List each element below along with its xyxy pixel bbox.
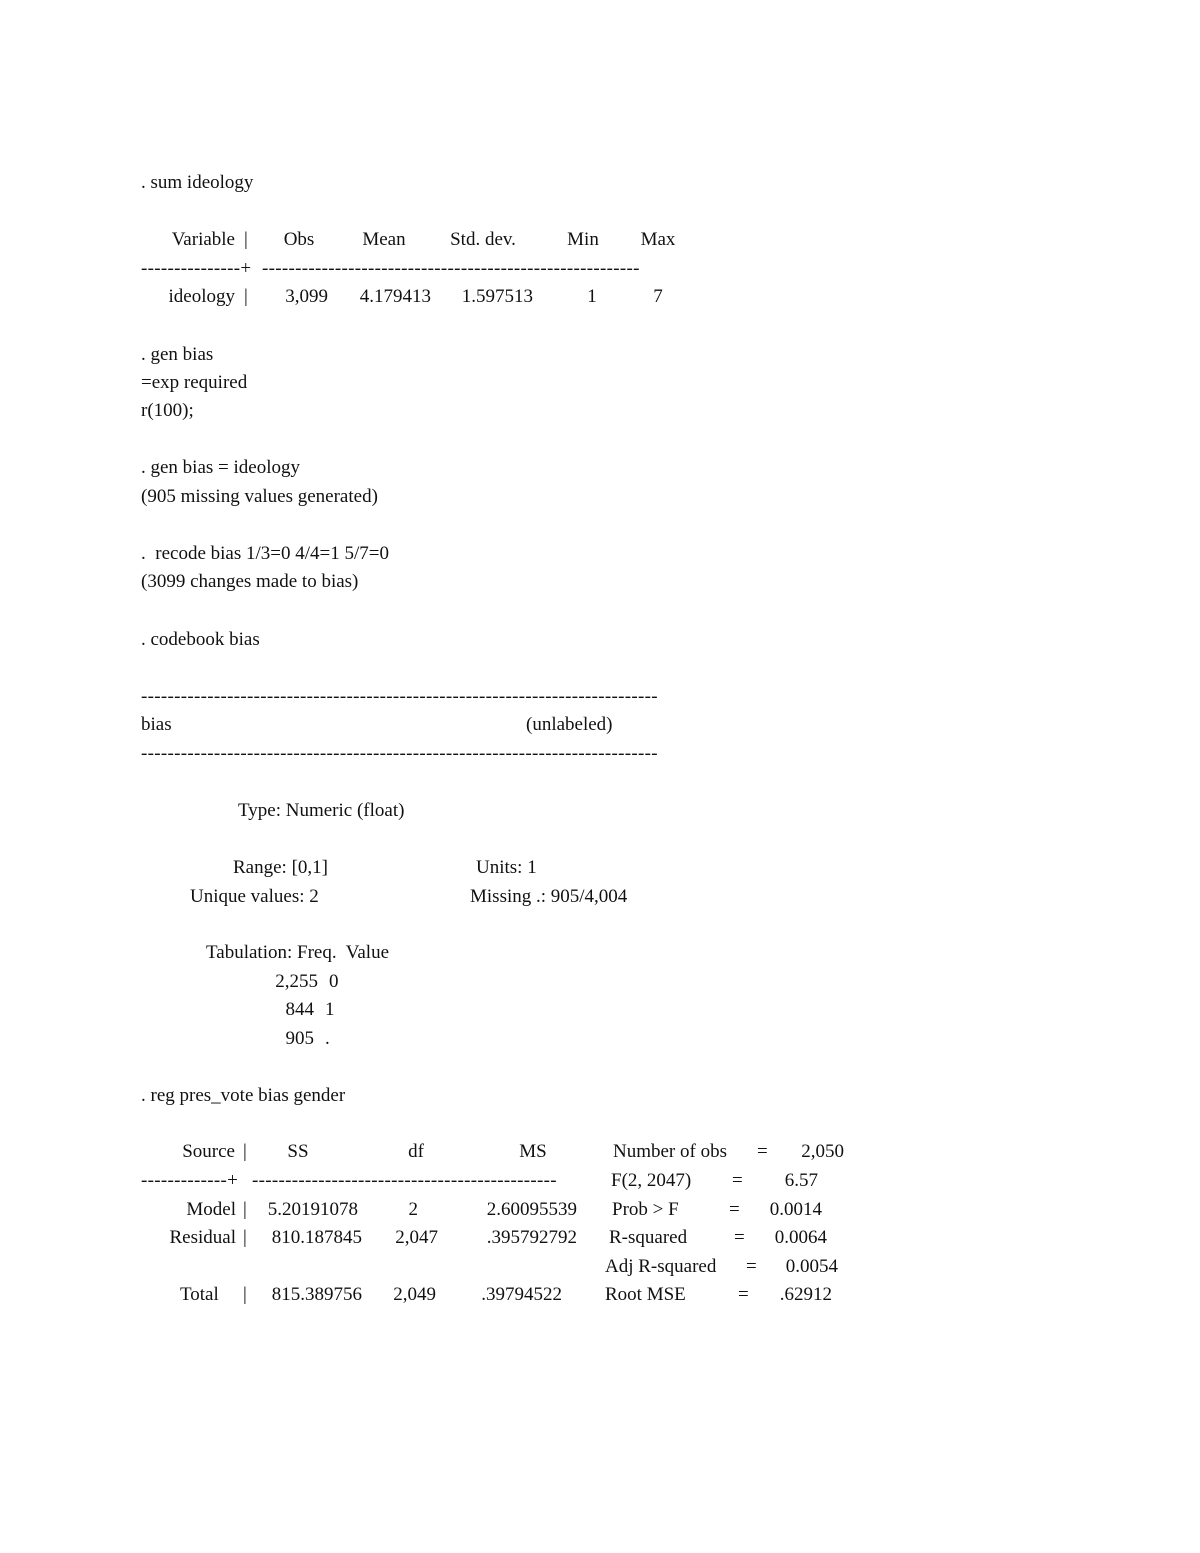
reg-row-sep: | (243, 1284, 247, 1305)
command-sum: . sum ideology (141, 172, 254, 193)
gen-result: (905 missing values generated) (141, 486, 378, 507)
sum-rule-left: ---------------+ (141, 258, 252, 279)
command-gen-bias: . gen bias (141, 344, 214, 365)
codebook-unique: Unique values: 2 (190, 886, 319, 907)
codebook-var-name: bias (141, 714, 172, 735)
codebook-type: Type: Numeric (float) (238, 800, 405, 821)
tabulation-value: 1 (325, 999, 335, 1020)
stat-value: 0.0054 (785, 1256, 838, 1277)
reg-row-source: Total (180, 1284, 219, 1305)
reg-header-sep: | (243, 1141, 247, 1162)
stat-value: .62912 (779, 1284, 832, 1305)
sum-row-sd: 1.597513 (461, 286, 533, 307)
tabulation-freq: 844 (285, 999, 314, 1020)
sum-header-sep: | (244, 229, 248, 250)
stat-value: 2,050 (801, 1141, 844, 1162)
codebook-range: Range: [0,1] (233, 857, 328, 878)
error-message: =exp required (141, 372, 248, 393)
codebook-var-label: (unlabeled) (526, 714, 613, 735)
reg-row-ss: 5.20191078 (267, 1199, 358, 1220)
sum-header-mean: Mean (362, 229, 406, 250)
tabulation-freq: 2,255 (275, 971, 318, 992)
command-gen-bias-ideology: . gen bias = ideology (141, 457, 300, 478)
reg-row-df: 2,049 (393, 1284, 436, 1305)
reg-header-source: Source (182, 1141, 235, 1162)
sum-header-min: Min (567, 229, 599, 250)
tabulation-value: 0 (329, 971, 339, 992)
sum-header-variable: Variable (171, 229, 235, 250)
codebook-rule-top: ------------------------------------------------------------------------------ (141, 686, 658, 707)
command-codebook: . codebook bias (141, 629, 260, 650)
sum-row-sep: | (244, 286, 248, 307)
codebook-rule-bottom: ------------------------------------------------------------------------------ (141, 743, 658, 764)
codebook-missing: Missing .: 905/4,004 (470, 886, 628, 907)
command-reg: . reg pres_vote bias gender (141, 1085, 346, 1106)
stat-eq: = (729, 1199, 740, 1220)
reg-rule-right: ---------------------------------------------- (252, 1170, 557, 1191)
stat-label: R-squared (609, 1227, 688, 1248)
reg-row-ms: .39794522 (481, 1284, 562, 1305)
reg-row-ss: 810.187845 (271, 1227, 362, 1248)
sum-row-min: 1 (587, 286, 597, 307)
reg-row-sep: | (243, 1227, 247, 1248)
stat-value: 0.0014 (769, 1199, 822, 1220)
reg-row-ss: 815.389756 (271, 1284, 362, 1305)
stat-eq: = (746, 1256, 757, 1277)
reg-header-ss: SS (287, 1141, 309, 1162)
reg-row-source: Model (186, 1199, 236, 1220)
stat-eq: = (757, 1141, 768, 1162)
sum-row-obs: 3,099 (285, 286, 328, 307)
reg-row-df: 2 (408, 1199, 418, 1220)
stat-eq: = (734, 1227, 745, 1248)
reg-header-ms: MS (519, 1141, 547, 1162)
stat-label: Number of obs (613, 1141, 727, 1162)
sum-rule-right: --------------------------------------------------------- (262, 258, 640, 279)
stat-label: Adj R-squared (605, 1256, 717, 1277)
error-code: r(100); (141, 400, 194, 421)
reg-row-sep: | (243, 1199, 247, 1220)
reg-rule-left: -------------+ (141, 1170, 239, 1191)
sum-header-obs: Obs (283, 229, 315, 250)
reg-row-df: 2,047 (395, 1227, 438, 1248)
recode-result: (3099 changes made to bias) (141, 571, 359, 592)
reg-row-ms: 2.60095539 (486, 1199, 577, 1220)
sum-row-max: 7 (653, 286, 663, 307)
reg-row-ms: .395792792 (486, 1227, 577, 1248)
sum-row-mean: 4.179413 (359, 286, 431, 307)
tabulation-freq: 905 (285, 1028, 314, 1049)
sum-header-max: Max (640, 229, 676, 250)
command-recode: . recode bias 1/3=0 4/4=1 5/7=0 (141, 543, 389, 564)
stat-label: F(2, 2047) (611, 1170, 692, 1191)
stat-label: Prob > F (612, 1199, 679, 1220)
stat-eq: = (738, 1284, 749, 1305)
sum-row-variable: ideology (168, 286, 235, 307)
reg-header-df: df (408, 1141, 424, 1162)
tabulation-header: Tabulation: Freq. Value (206, 942, 390, 963)
codebook-units: Units: 1 (476, 857, 537, 878)
stat-value: 0.0064 (774, 1227, 827, 1248)
tabulation-value: . (325, 1028, 330, 1049)
reg-row-source: Residual (169, 1227, 236, 1248)
sum-header-sd: Std. dev. (450, 229, 516, 250)
stat-value: 6.57 (784, 1170, 818, 1191)
stat-label: Root MSE (605, 1284, 686, 1305)
stat-eq: = (732, 1170, 743, 1191)
